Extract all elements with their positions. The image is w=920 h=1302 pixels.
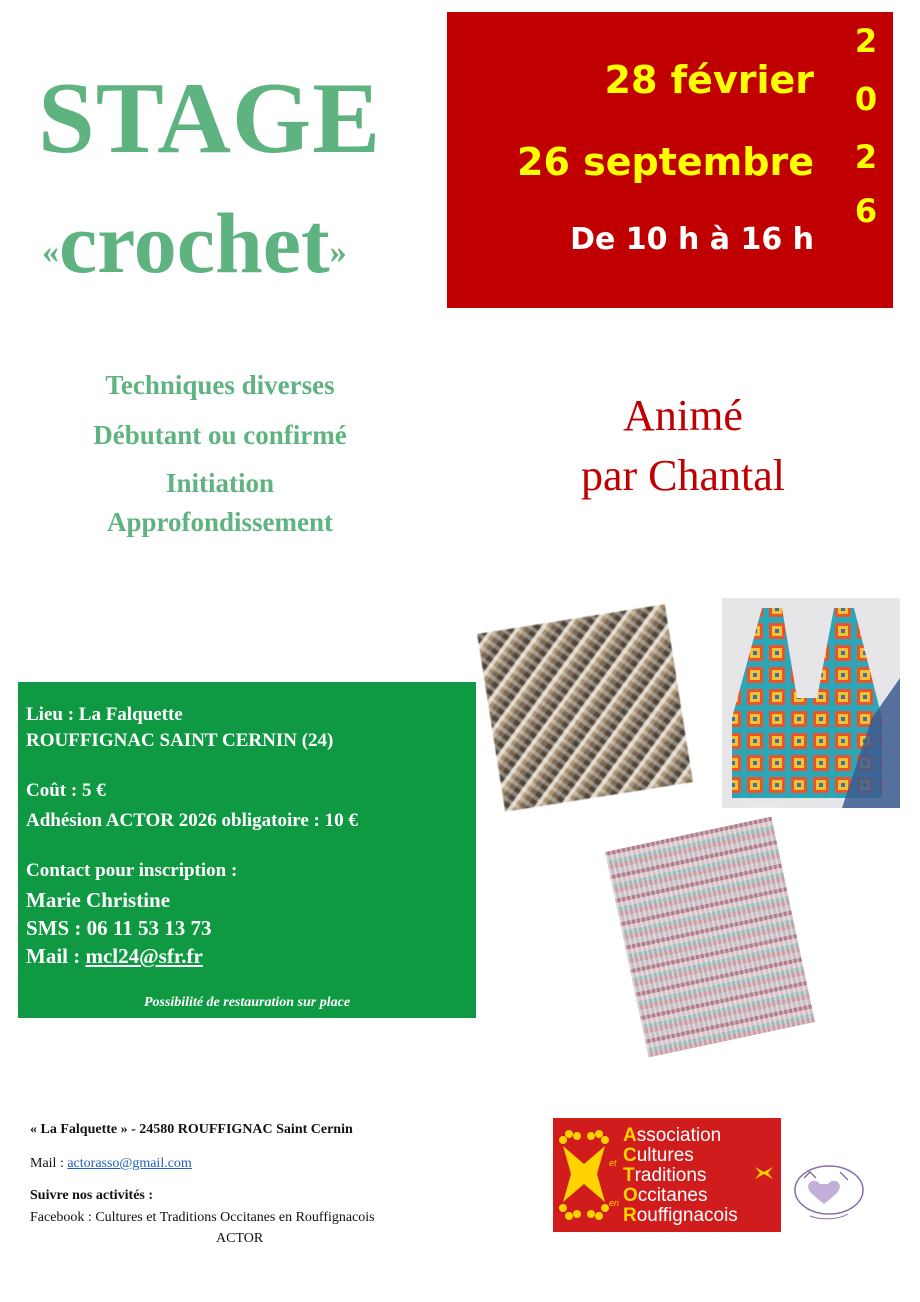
actor-logo (553, 1118, 781, 1232)
title-stage: STAGE (38, 62, 382, 175)
info-mail (26, 944, 203, 969)
info-lieu: Lieu : La Falquette (26, 704, 183, 725)
info-mail-label: Mail : (26, 944, 86, 968)
logo-et: et (609, 1158, 617, 1168)
info-restauration: Possibilité de restauration sur place (143, 995, 351, 1010)
info-contact-label: Contact pour inscription : (26, 860, 238, 881)
title-crochet-text: crochet (59, 195, 330, 291)
footer-facebook: Facebook : Cultures et Traditions Occitanes en Rouffignacois (30, 1210, 375, 1225)
date-second: 26 septembre (517, 140, 814, 184)
logo-line: Traditions (623, 1165, 707, 1186)
small-cross-icon (753, 1162, 775, 1184)
footer-address: « La Falquette » - 24580 ROUFFIGNAC Saint Cernin (30, 1122, 353, 1137)
quote-close: » (329, 233, 347, 271)
year-digit: 0 (854, 80, 878, 118)
year-digit: 6 (854, 192, 878, 230)
year-digit: 2 (854, 22, 878, 60)
logo-line: Rouffignacois (623, 1205, 738, 1226)
footer-follow: Suivre nos activités : (30, 1188, 154, 1203)
info-contact-name: Marie Christine (26, 888, 171, 912)
quote-open: « (42, 233, 59, 271)
technique-item: Techniques diverses (105, 370, 335, 400)
footer-mail (30, 1156, 192, 1172)
occitan-cross-icon (557, 1124, 611, 1226)
footer-mail-label: Mail : (30, 1156, 68, 1171)
technique-item: Initiation (165, 468, 275, 498)
animator-line1: Animé (623, 391, 743, 440)
info-mail-link[interactable]: mcl24@sfr.fr (85, 944, 203, 968)
hours: De 10 h à 16 h (570, 222, 814, 257)
date-first: 28 février (604, 58, 814, 102)
heart-logo-icon (790, 1158, 868, 1226)
logo-line: Cultures (623, 1145, 694, 1166)
info-adhesion: Adhésion ACTOR 2026 obligatoire : 10 € (26, 810, 358, 831)
title-crochet (42, 195, 422, 291)
logo-en: en (609, 1198, 620, 1208)
info-cout: Coût : 5 € (26, 780, 106, 801)
photo-crochet-bag (722, 598, 900, 808)
photo-crochet-blanket (477, 604, 693, 812)
footer-mail-link[interactable]: actorasso@gmail.com (67, 1156, 192, 1171)
technique-item: Débutant ou confirmé (93, 420, 347, 450)
animator-line2: par Chantal (580, 451, 786, 500)
footer-actor: ACTOR (216, 1231, 264, 1246)
logo-line: Association (623, 1125, 722, 1146)
technique-item: Approfondissement (106, 507, 334, 537)
info-sms: SMS : 06 11 53 13 73 (26, 916, 212, 940)
logo-line: Occitanes (623, 1185, 708, 1206)
year-digit: 2 (854, 138, 878, 176)
photo-crochet-scarf (605, 817, 815, 1058)
info-ville: ROUFFIGNAC SAINT CERNIN (24) (26, 730, 334, 751)
